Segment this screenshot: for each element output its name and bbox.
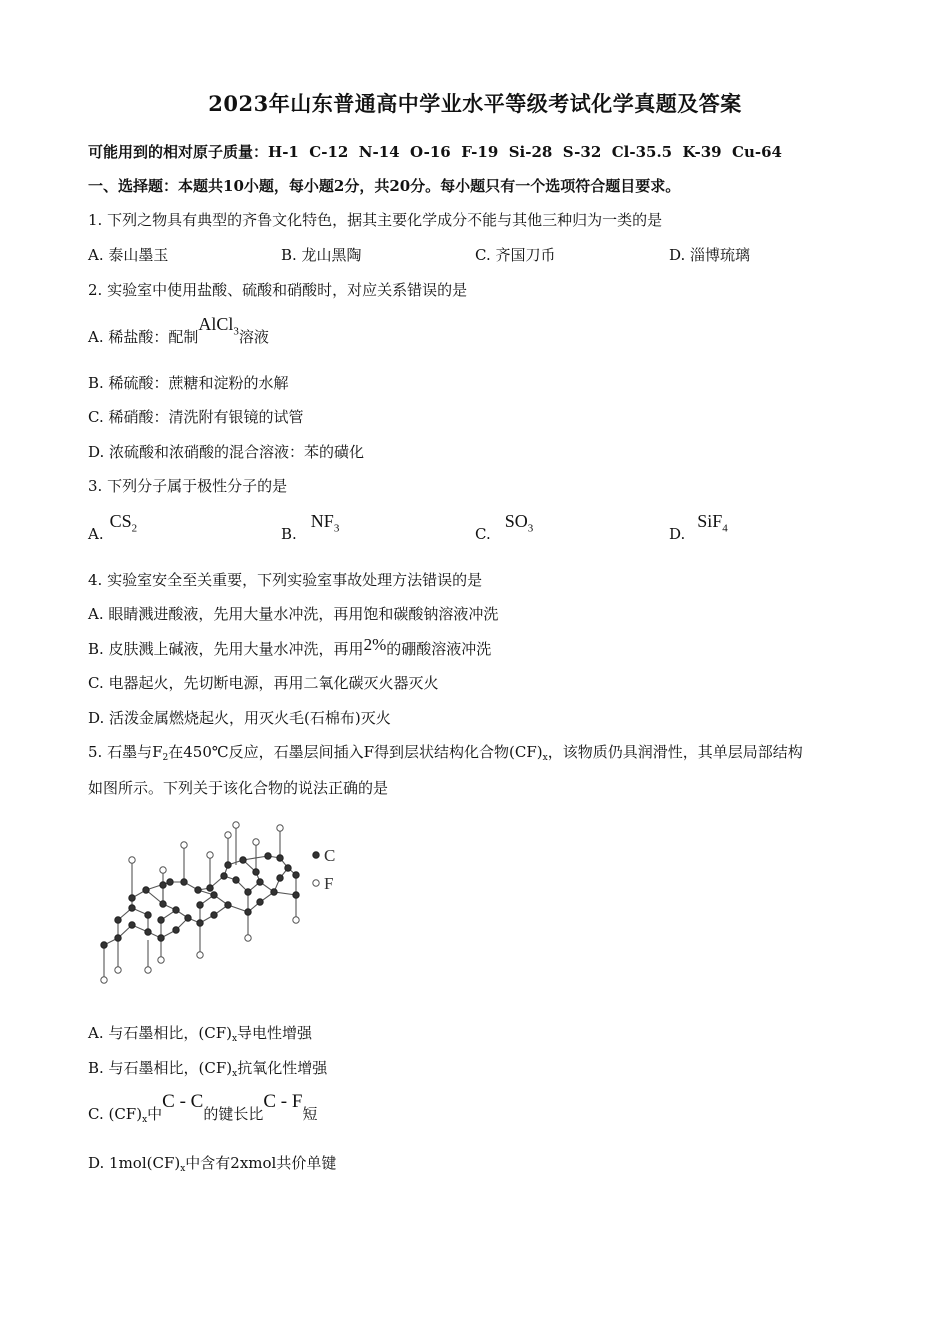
q4-option-d: D. 活泼金属燃烧起火，用灭火毛(石棉布)灭火: [88, 709, 391, 727]
q1-option-b: B. 龙山黑陶: [281, 246, 362, 264]
q2-option-d: D. 浓硫酸和浓硝酸的混合溶液：苯的磺化: [88, 443, 365, 461]
q3-option-a: $A.CS_2$: [88, 511, 138, 543]
atomic-masses-line: [88, 142, 782, 162]
q5-stem: 5. 石墨与$F_2$在450℃反应，石墨层间插入F得到层状结构化合物$(CF)_x$，该物质仍具润滑性，其单层局部结构: [88, 743, 803, 763]
legend-carbon-label: C: [324, 846, 336, 865]
q2-option-c: C. 稀硝酸：清洗附有银镜的试管: [88, 408, 304, 426]
page-title: 2023年山东普通高中学业水平等级考试化学真题及答案: [208, 91, 742, 116]
q4-stem: 4. 实验室安全至关重要，下列实验室事故处理方法错误的是: [88, 571, 483, 589]
q2-stem: 2. 实验室中使用盐酸、硫酸和硝酸时，对应关系错误的是: [88, 281, 468, 299]
q5-stem-line2: 如图所示。下列关于该化合物的说法正确的是: [88, 779, 389, 797]
q3-stem: 3. 下列分子属于极性分子的是: [88, 477, 288, 495]
section-heading: 一、选择题：本题共10小题，每小题2分，共20分。每小题只有一个选项符合题目要求。: [88, 177, 681, 195]
cf-structure-figure: [88, 820, 358, 995]
q1-option-d: D. 淄博琉璃: [669, 246, 751, 264]
masses-label: 可能用到的相对原子质量：: [88, 143, 269, 161]
q4-option-c: C. 电器起火，先切断电源，再用二氧化碳灭火器灭火: [88, 674, 439, 692]
q3-option-c: $C.SO_3$: [475, 511, 534, 543]
q3-option-d: D.SiF$_4$: [669, 511, 728, 543]
alcl3-formula: AlCl$_3$: [198, 314, 239, 338]
legend-carbon-icon: [313, 852, 319, 858]
q5-option-c: C. $(CF)_x$中C - C的键长比C - F短: [88, 1091, 318, 1125]
q5-option-b: B. 与石墨相比，$(CF)_x$抗氧化性增强: [88, 1059, 328, 1079]
q2-option-a: [88, 314, 269, 354]
cc-bond: C - C: [162, 1091, 204, 1112]
q1-stem: 1. 下列之物具有典型的齐鲁文化特色，据其主要化学成分不能与其他三种归为一类的是: [88, 211, 663, 229]
q2-option-b: B. 稀硫酸：蔗糖和淀粉的水解: [88, 374, 289, 392]
q1-option-a: A. 泰山墨玉: [88, 246, 169, 264]
q5-option-a: A. 与石墨相比，$(CF)_x$导电性增强: [88, 1024, 313, 1044]
masses-values: H-1 C-12 N-14 O-16 F-19 Si-28 S-32 Cl-35.5 K-39 Cu-64: [268, 143, 782, 161]
q5-option-d: D. $1mol(CF)_x$中含有2xmol共价单键: [88, 1154, 337, 1174]
q3-option-b: $B.NF_3$: [281, 511, 340, 543]
q4-option-a: A. 眼睛溅进酸液，先用大量水冲洗，再用饱和碳酸钠溶液冲洗: [88, 605, 499, 623]
cf-bond: C - F: [263, 1091, 303, 1112]
q4-option-b: B. 皮肤溅上碱液，先用大量水冲洗，再用2%的硼酸溶液冲洗: [88, 635, 492, 658]
legend-fluorine-icon: [313, 880, 319, 886]
q2-a-prefix: A. 稀盐酸：配制: [88, 328, 199, 346]
legend-fluorine-label: F: [324, 874, 334, 893]
q2-a-suffix: 溶液: [238, 328, 269, 346]
q1-option-c: C. 齐国刀币: [475, 246, 556, 264]
